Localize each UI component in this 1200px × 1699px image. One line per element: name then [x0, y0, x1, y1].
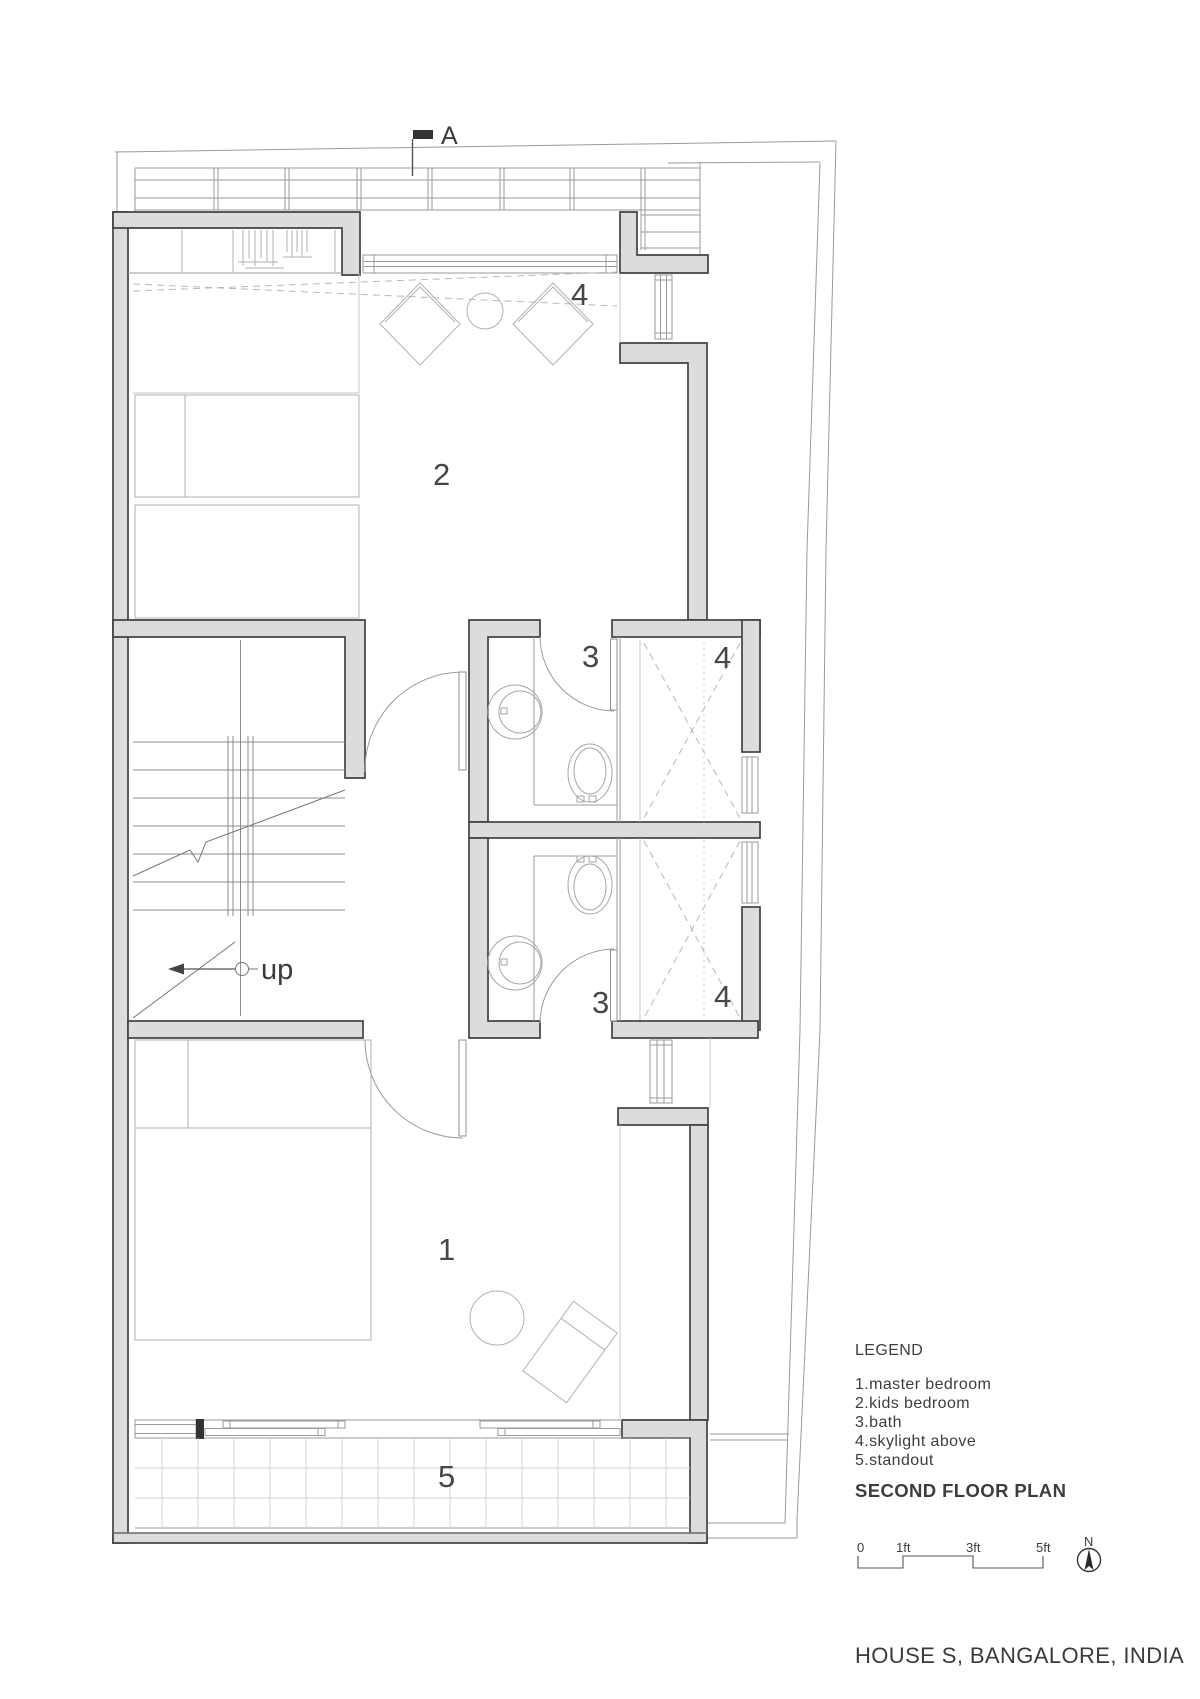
scale-tick-label: 3ft	[966, 1540, 981, 1555]
chair	[380, 283, 460, 365]
side-table	[467, 293, 503, 329]
legend	[855, 1342, 1066, 1501]
bed	[135, 505, 359, 618]
scale-bar	[857, 1540, 1051, 1568]
window-pier	[196, 1419, 204, 1439]
window-north-band	[363, 255, 617, 273]
north-arrow	[1078, 1534, 1101, 1572]
wall-bay-lower-east	[742, 907, 760, 1030]
wall-standout-south	[113, 1533, 707, 1543]
pergola-roof	[135, 162, 700, 255]
walls	[113, 212, 760, 1543]
section-label: A	[441, 122, 458, 150]
legend-item: 3.bath	[855, 1414, 902, 1431]
wall-bay-upper-east	[742, 620, 760, 752]
wall-master-north	[128, 1021, 363, 1038]
window-bay-lower	[742, 842, 758, 903]
closet	[182, 230, 335, 272]
legend-item: 2.kids bedroom	[855, 1395, 970, 1412]
bed	[135, 1040, 371, 1340]
window-northeast	[655, 275, 672, 339]
door-leaf-hall-upper	[459, 672, 466, 770]
door-arc-hall-upper	[365, 672, 463, 772]
room-label-skylight-top: 4	[571, 277, 589, 312]
toilet-icon	[568, 856, 612, 914]
room-label-bath-upper: 3	[582, 639, 600, 674]
legend-item: 1.master bedroom	[855, 1376, 992, 1393]
section-flag-icon	[413, 130, 433, 139]
bed	[135, 395, 359, 497]
scale-tick-label: 1ft	[896, 1540, 911, 1555]
stair-arrow-icon	[168, 964, 184, 975]
wall-west	[113, 212, 128, 1543]
room-label-bath-lower: 3	[592, 985, 610, 1020]
project-title: HOUSE S, BANGALORE, INDIA	[855, 1643, 1185, 1668]
scale-tick-label: 0	[857, 1540, 865, 1555]
door-arc-master	[365, 1040, 463, 1138]
stair-break-line	[133, 790, 345, 876]
standout-tiles	[135, 1438, 690, 1528]
room-label-skylight-upper: 4	[714, 640, 732, 675]
wall-north-kids	[113, 212, 360, 275]
scale-bar-rule	[858, 1556, 1043, 1568]
side-table	[470, 1291, 524, 1345]
wall-bay-upper-top	[612, 620, 760, 637]
wall-master-step	[618, 1108, 708, 1125]
stair-up-node	[236, 963, 249, 976]
wall-master-east	[690, 1125, 708, 1420]
stair-direction-line	[133, 942, 235, 1018]
window-bay-upper	[742, 757, 758, 813]
north-needle-icon	[1085, 1549, 1094, 1570]
toilet-icon	[568, 744, 612, 802]
chair	[523, 1301, 617, 1402]
wall-bay-lower-bottom	[612, 1021, 758, 1038]
north-label: N	[1084, 1534, 1094, 1549]
skylight-dashed-marks	[133, 272, 740, 1018]
room-label-master: 1	[438, 1232, 456, 1267]
room-label-kids: 2	[433, 457, 451, 492]
window-master-east	[650, 1040, 672, 1103]
window-south-sliding	[135, 1419, 690, 1439]
legend-title: LEGEND	[855, 1342, 924, 1359]
door-arc-bath-upper	[540, 637, 614, 711]
door-leaf-bath-lower	[611, 950, 618, 1021]
doors	[365, 637, 617, 1138]
wall-stair	[113, 620, 365, 778]
wall-east-kids	[620, 343, 707, 620]
scale-tick-label: 5ft	[1036, 1540, 1051, 1555]
room-label-skylight-lower: 4	[714, 979, 732, 1014]
interior-lines	[113, 273, 710, 1533]
room-label-standout: 5	[438, 1459, 456, 1494]
wall-bath-divider	[469, 822, 760, 838]
stairs-up-label: up	[261, 954, 294, 986]
furniture	[135, 283, 617, 1403]
door-leaf-bath-upper	[611, 639, 618, 710]
wall-northeast-l	[620, 212, 708, 273]
stairs	[133, 640, 345, 1018]
wall-bath-upper-west	[469, 620, 540, 822]
legend-item: 5.standout	[855, 1452, 934, 1469]
legend-item: 4.skylight above	[855, 1433, 977, 1450]
door-leaf-master	[459, 1040, 466, 1136]
drawing-name: SECOND FLOOR PLAN	[855, 1480, 1067, 1501]
